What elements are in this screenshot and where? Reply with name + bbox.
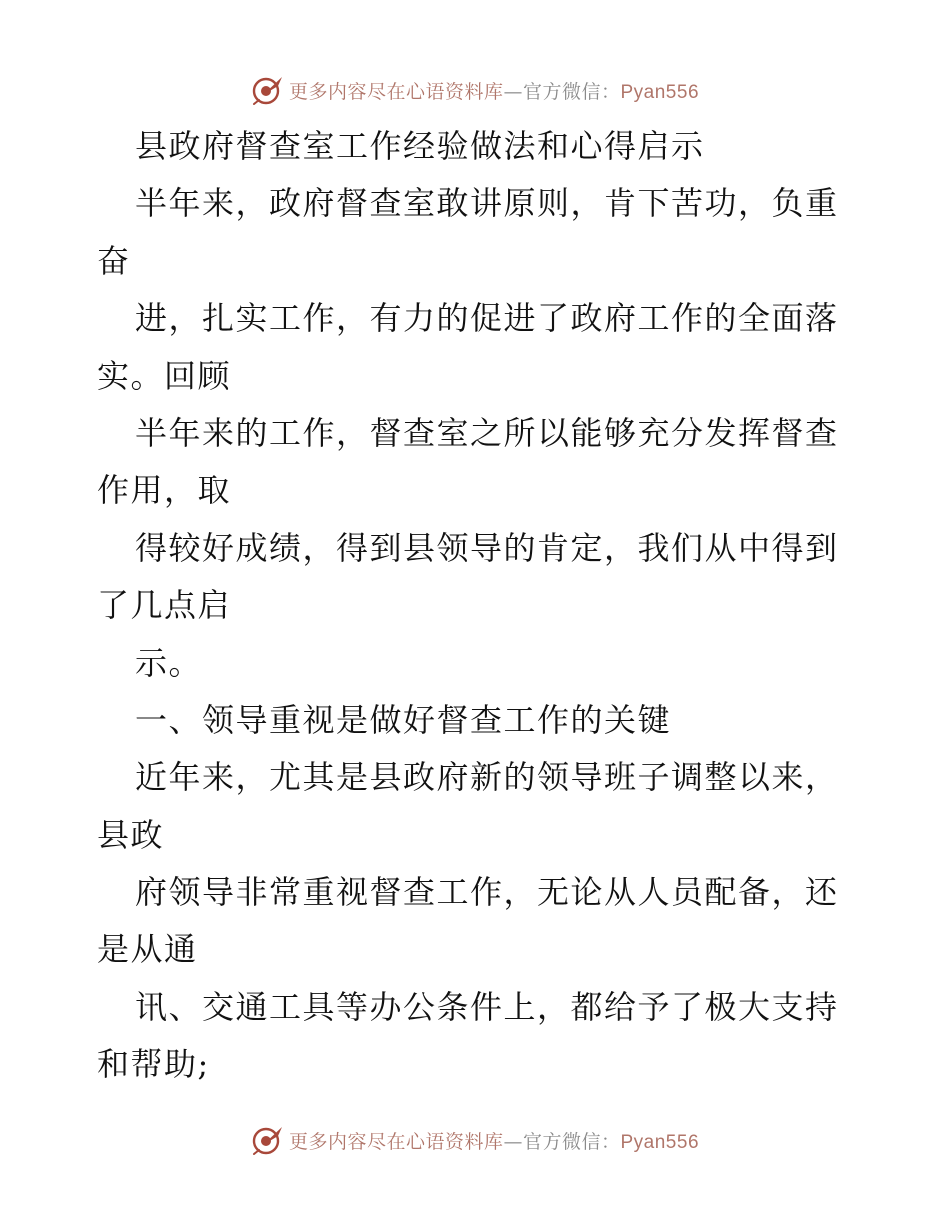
watermark-brand: 更多内容尽在心语资料库 [288, 80, 504, 103]
watermark-dash: — [503, 80, 523, 103]
quill-seal-icon [251, 73, 285, 107]
text-line: 奋 [97, 241, 131, 280]
document-body [97, 118, 857, 1094]
text-line: 得较好成绩，得到县领导的肯定，我们从中得到 [135, 528, 839, 567]
text-line: 县政 [97, 815, 165, 854]
watermark-text [289, 77, 699, 104]
text-line: 讯、交通工具等办公条件上，都给予了极大支持 [135, 987, 839, 1026]
watermark-dash: — [503, 1130, 523, 1153]
text-line: 进，扎实工作，有力的促进了政府工作的全面落 [135, 299, 839, 338]
text-line: 是从通 [97, 930, 198, 969]
text-line: 半年来的工作，督查室之所以能够充分发挥督查 [135, 413, 839, 452]
text-line: 府领导非常重视督查工作，无论从人员配备，还 [135, 873, 839, 912]
text-line: 半年来，政府督查室敢讲原则，肯下苦功，负重 [135, 184, 839, 223]
text-line: 示。 [135, 643, 203, 682]
watermark-brand: 更多内容尽在心语资料库 [288, 1130, 504, 1153]
quill-seal-icon [251, 1123, 285, 1157]
text-line: 实。回顾 [97, 356, 232, 395]
watermark-wechat-label: 官方微信： [522, 80, 621, 103]
section-heading: 一、领导重视是做好督查工作的关键 [135, 700, 672, 739]
text-line: 作用，取 [97, 471, 232, 510]
text-line: 近年来，尤其是县政府新的领导班子调整以来， [135, 758, 839, 797]
footer-watermark [0, 1120, 950, 1160]
document-title: 县政府督查室工作经验做法和心得启示 [135, 127, 705, 165]
text-line: 了几点启 [97, 586, 232, 625]
watermark-wechat-label: 官方微信： [522, 1130, 621, 1153]
text-line: 和帮助; [97, 1045, 210, 1084]
watermark-text [289, 1127, 699, 1154]
watermark-wechat-id: Pyan556 [620, 1131, 700, 1153]
watermark-wechat-id: Pyan556 [620, 81, 700, 103]
header-watermark [0, 70, 950, 110]
